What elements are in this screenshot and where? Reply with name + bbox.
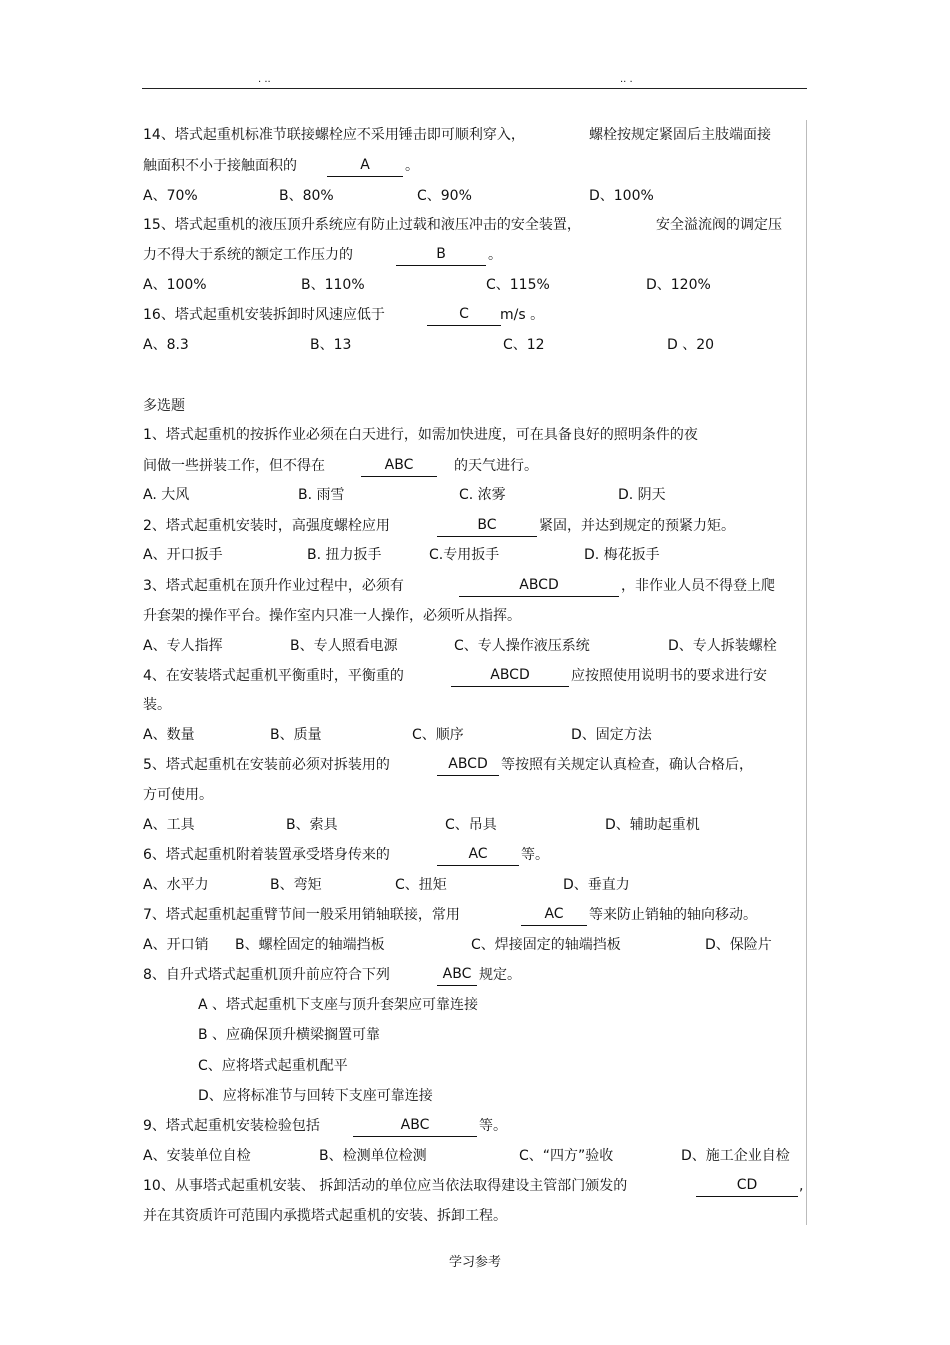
option-b: B. 雨雪 <box>298 487 345 503</box>
m9-answer-blank: ABC <box>353 1115 477 1137</box>
header-left-marks: . .. <box>258 74 271 85</box>
option-c: C、12 <box>503 337 545 353</box>
m6-answer-blank: AC <box>437 844 519 866</box>
option-a: A、数量 <box>143 727 195 743</box>
m5-answer-blank: ABCD <box>437 754 499 776</box>
q15-text-cont: 安全溢流阀的调定压 <box>656 217 782 233</box>
q16-end: m/s 。 <box>500 307 545 323</box>
m5-text: 5、塔式起重机在安装前必须对拆装用的 <box>143 757 390 773</box>
q14-line1 <box>143 124 793 146</box>
option-d: D、保险片 <box>705 937 772 953</box>
q14-line2 <box>143 155 793 177</box>
option-c: C、90% <box>417 188 472 204</box>
m8-end: 规定。 <box>479 967 521 983</box>
option-d: D、施工企业自检 <box>681 1148 790 1164</box>
m1-text2: 间做一些拼装工作，但不得在 <box>143 458 325 474</box>
m6-text: 6、塔式起重机附着装置承受塔身传来的 <box>143 847 390 863</box>
q16-answer-blank: C <box>427 304 501 326</box>
m5-line2: 方可使用。 <box>143 787 213 803</box>
m10-end: , <box>799 1178 804 1194</box>
option-d: D. 阴天 <box>618 487 666 503</box>
m9-end: 等。 <box>479 1118 507 1134</box>
option-c: C、顺序 <box>412 727 464 743</box>
q14-text2: 触面积不小于接触面积的 <box>143 158 297 174</box>
q14-options <box>143 185 793 207</box>
option-d: D、固定方法 <box>571 727 652 743</box>
m7-options <box>143 934 793 956</box>
q15-line1 <box>143 214 793 236</box>
m3-line1 <box>143 575 793 597</box>
m2-options <box>143 544 793 566</box>
option-c: C、焊接固定的轴端挡板 <box>471 937 621 953</box>
m3-end: ，非作业人员不得登上爬 <box>621 578 775 594</box>
m6-end: 等。 <box>521 847 549 863</box>
option-a: A、开口销 <box>143 937 209 953</box>
page-header <box>142 72 807 89</box>
option-b: B、螺栓固定的轴端挡板 <box>235 937 385 953</box>
m1-answer-blank: ABC <box>361 455 437 477</box>
option-b: B、质量 <box>270 727 322 743</box>
m8-item-c: C、应将塔式起重机配平 <box>198 1058 348 1074</box>
option-b: B、110% <box>301 277 365 293</box>
m3-text: 3、塔式起重机在顶升作业过程中，必须有 <box>143 578 404 594</box>
m8-answer-blank: ABC <box>437 964 477 986</box>
q15-options <box>143 274 793 296</box>
m2-end: 紧固，并达到规定的预紧力矩。 <box>539 518 735 534</box>
option-c: C、115% <box>486 277 550 293</box>
m3-options <box>143 635 793 657</box>
option-a: A、安装单位自检 <box>143 1148 251 1164</box>
option-d: D、120% <box>646 277 711 293</box>
m9-text: 9、塔式起重机安装检验包括 <box>143 1118 320 1134</box>
m1-line2 <box>143 455 793 477</box>
option-d: D、垂直力 <box>563 877 630 893</box>
m8-line1 <box>143 964 793 986</box>
m10-text: 10、从事塔式起重机安装、 拆卸活动的单位应当依法取得建设主管部门颁发的 <box>143 1178 628 1194</box>
option-b: B、80% <box>279 188 334 204</box>
option-c: C、扭矩 <box>395 877 447 893</box>
option-b: B、专人照看电源 <box>290 638 398 654</box>
option-a: A、70% <box>143 188 198 204</box>
m1-end: 的天气进行。 <box>454 458 538 474</box>
q14-text-cont: 螺栓按规定紧固后主肢端面接 <box>589 127 771 143</box>
option-a: A、开口扳手 <box>143 547 223 563</box>
m10-line1 <box>143 1175 805 1197</box>
option-b: B、弯矩 <box>270 877 322 893</box>
q16-options <box>143 334 793 356</box>
section-title: 多选题 <box>143 398 185 414</box>
m4-options <box>143 724 793 746</box>
m9-line1 <box>143 1115 793 1137</box>
m8-text: 8、自升式塔式起重机顶升前应符合下列 <box>143 967 390 983</box>
m2-answer-blank: BC <box>437 515 537 537</box>
q15-end: 。 <box>488 247 502 263</box>
q16-line1 <box>143 304 793 326</box>
m5-end: 等按照有关规定认真检查，确认合格后， <box>501 757 753 773</box>
m7-end: 等来防止销轴的轴向移动。 <box>589 907 757 923</box>
m8-item-d: D、应将标准节与回转下支座可靠连接 <box>198 1088 433 1104</box>
m7-line1 <box>143 904 793 926</box>
m6-options <box>143 874 793 896</box>
m7-text: 7、塔式起重机起重臂节间一般采用销轴联接，常用 <box>143 907 460 923</box>
option-c: C、“四方”验收 <box>519 1148 614 1164</box>
m4-line2: 装。 <box>143 697 171 713</box>
q15-answer-blank: B <box>396 244 486 266</box>
option-a: A、100% <box>143 277 207 293</box>
option-a: A、专人指挥 <box>143 638 223 654</box>
option-a: A、8.3 <box>143 337 189 353</box>
option-c: C、专人操作液压系统 <box>454 638 590 654</box>
m10-line2: 并在其资质许可范围内承揽塔式起重机的安装、拆卸工程。 <box>143 1208 507 1224</box>
option-d: D. 梅花扳手 <box>584 547 660 563</box>
option-c: C. 浓雾 <box>459 487 506 503</box>
option-c: C.专用扳手 <box>429 547 500 563</box>
q14-text: 14、塔式起重机标准节联接螺栓应不采用锤击即可顺利穿入， <box>143 127 525 143</box>
q15-text2: 力不得大于系统的额定工作压力的 <box>143 247 353 263</box>
option-d: D、100% <box>589 188 654 204</box>
m5-options <box>143 814 793 836</box>
m7-answer-blank: AC <box>521 904 587 926</box>
m3-line2: 升套架的操作平台。操作室内只准一人操作，必须听从指挥。 <box>143 608 521 624</box>
option-b: B、13 <box>310 337 352 353</box>
option-d: D 、20 <box>667 337 715 353</box>
m2-line1 <box>143 515 793 537</box>
m3-answer-blank: ABCD <box>459 575 619 597</box>
m8-item-b: B 、应确保顶升横梁搁置可靠 <box>198 1027 381 1043</box>
m8-item-a: A 、塔式起重机下支座与顶升套架应可靠连接 <box>198 997 479 1013</box>
option-b: B. 扭力扳手 <box>307 547 382 563</box>
q15-line2 <box>143 244 793 266</box>
m4-line1 <box>143 665 793 687</box>
page-footer: 学习参考 <box>448 1255 501 1270</box>
q16-text: 16、塔式起重机安装拆卸时风速应低于 <box>143 307 385 323</box>
margin-rule <box>806 120 807 1225</box>
m4-end: 应按照使用说明书的要求进行安 <box>571 668 767 684</box>
option-d: D、专人拆装螺栓 <box>668 638 777 654</box>
m1-line1: 1、塔式起重机的按拆作业必须在白天进行，如需加快进度，可在具备良好的照明条件的夜 <box>143 427 698 443</box>
option-a: A、工具 <box>143 817 195 833</box>
q14-end: 。 <box>405 158 419 174</box>
m5-line1 <box>143 754 793 776</box>
option-b: B、索具 <box>286 817 338 833</box>
m1-options <box>143 484 793 506</box>
m4-text: 4、在安装塔式起重机平衡重时，平衡重的 <box>143 668 404 684</box>
q15-text: 15、塔式起重机的液压顶升系统应有防止过载和液压冲击的安全装置， <box>143 217 581 233</box>
m4-answer-blank: ABCD <box>451 665 569 687</box>
option-b: B、检测单位检测 <box>319 1148 427 1164</box>
header-right-marks: .. . <box>620 74 633 85</box>
option-a: A. 大风 <box>143 487 190 503</box>
m2-text: 2、塔式起重机安装时，高强度螺栓应用 <box>143 518 390 534</box>
option-a: A、水平力 <box>143 877 209 893</box>
m6-line1 <box>143 844 793 866</box>
m10-answer-blank: CD <box>696 1175 798 1197</box>
m9-options <box>143 1145 798 1167</box>
q14-answer-blank: A <box>327 155 403 177</box>
option-c: C、吊具 <box>445 817 497 833</box>
option-d: D、辅助起重机 <box>605 817 700 833</box>
